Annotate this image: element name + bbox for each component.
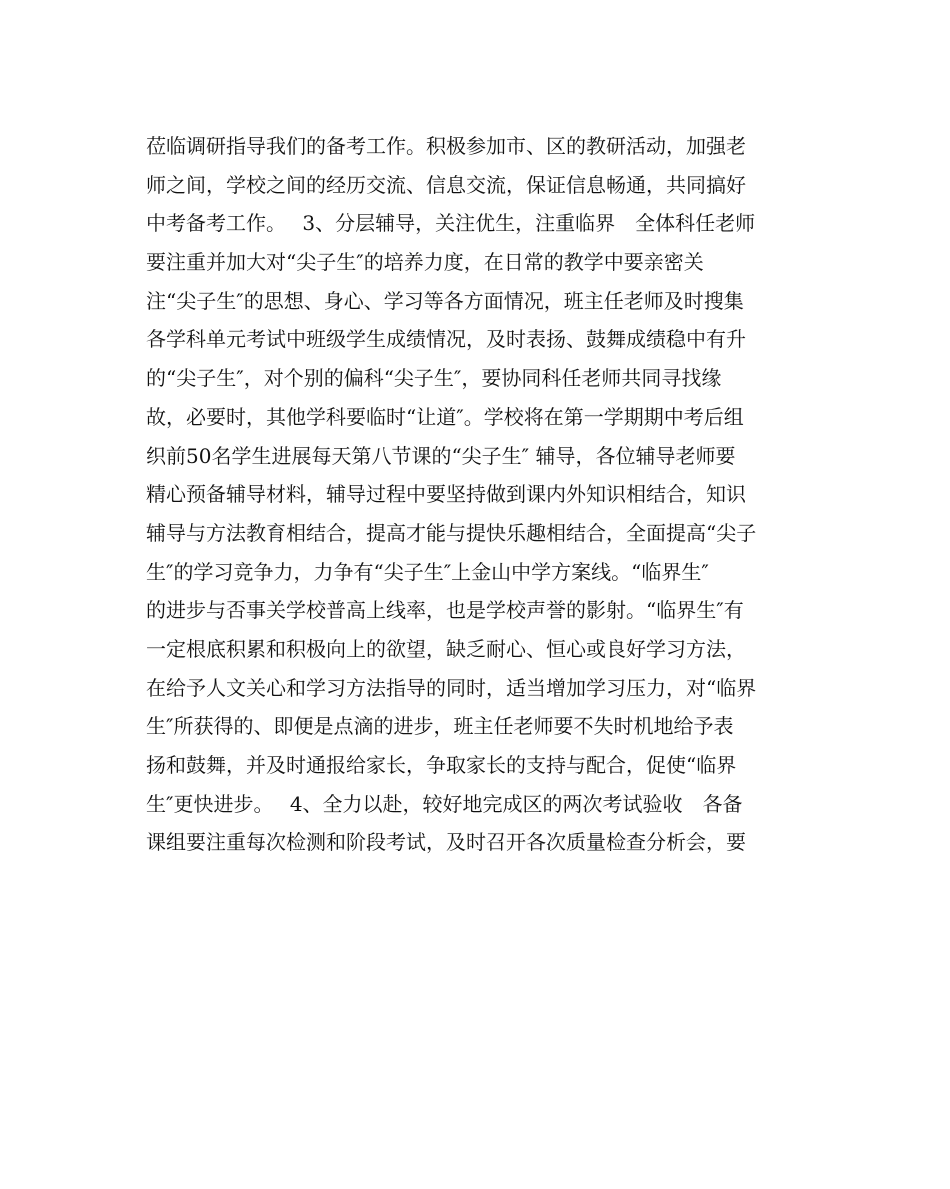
text-line: 要注重并加大对“尖子生″的培养力度，在日常的教学中要亲密关	[146, 250, 704, 275]
text-line: 莅临调研指导我们的备考工作。积极参加市、区的教研活动，加强老	[146, 134, 746, 158]
text-line: 师之间，学校之间的经历交流、信息交流，保证信息畅通，共同搞好	[146, 172, 746, 197]
text-line: 注“尖子生″的思想、身心、学习等各方面情况，班主任老师及时搜集	[146, 288, 744, 313]
text-line: 织前50名学生进展每天第八节课的“尖子生″ 辅导，各位辅导老师要	[146, 443, 736, 468]
text-line: 生″所获得的、即便是点滴的进步，班主任老师要不失时机地给予表	[146, 714, 734, 739]
text-line: 各学科单元考试中班级学生成绩情况，及时表扬、鼓舞成绩稳中有升	[146, 327, 746, 352]
text-line: 一定根底积累和积极向上的欲望，缺乏耐心、恒心或良好学习方法，	[146, 636, 746, 661]
text-line: 的进步与否事关学校普高上线率，也是学校声誉的影射。“临界生″有	[146, 598, 744, 623]
text-line: 辅导与方法教育相结合，提高才能与提快乐趣相结合，全面提高“尖子	[146, 520, 757, 545]
text-line: 故，必要时，其他学科要临时“让道″。学校将在第一学期期中考后组	[146, 404, 744, 429]
text-line: 精心预备辅导材料，辅导过程中要坚持做到课内外知识相结合，知识	[146, 482, 746, 507]
body-text	[146, 127, 816, 862]
text-line: 的“尖子生″，对个别的偏科“尖子生″，要协同科任老师共同寻找缘	[146, 366, 722, 391]
text-line: 课组要注重每次检测和阶段考试，及时召开各次质量检查分析会，要	[146, 830, 746, 855]
text-line: 生″的学习竞争力，力争有“尖子生″上金山中学方案线。“临界生″	[146, 559, 709, 584]
text-line: 生″更快进步。 4、全力以赴，较好地完成区的两次考试验收 各备	[146, 791, 743, 816]
text-line: 中考备考工作。 3、分层辅导，关注优生，注重临界 全体科任老师	[146, 211, 756, 236]
text-line: 扬和鼓舞，并及时通报给家长，争取家长的支持与配合，促使“临界	[146, 753, 737, 777]
text-line: 在给予人文关心和学习方法指导的同时，适当增加学习压力，对“临界	[146, 675, 757, 700]
